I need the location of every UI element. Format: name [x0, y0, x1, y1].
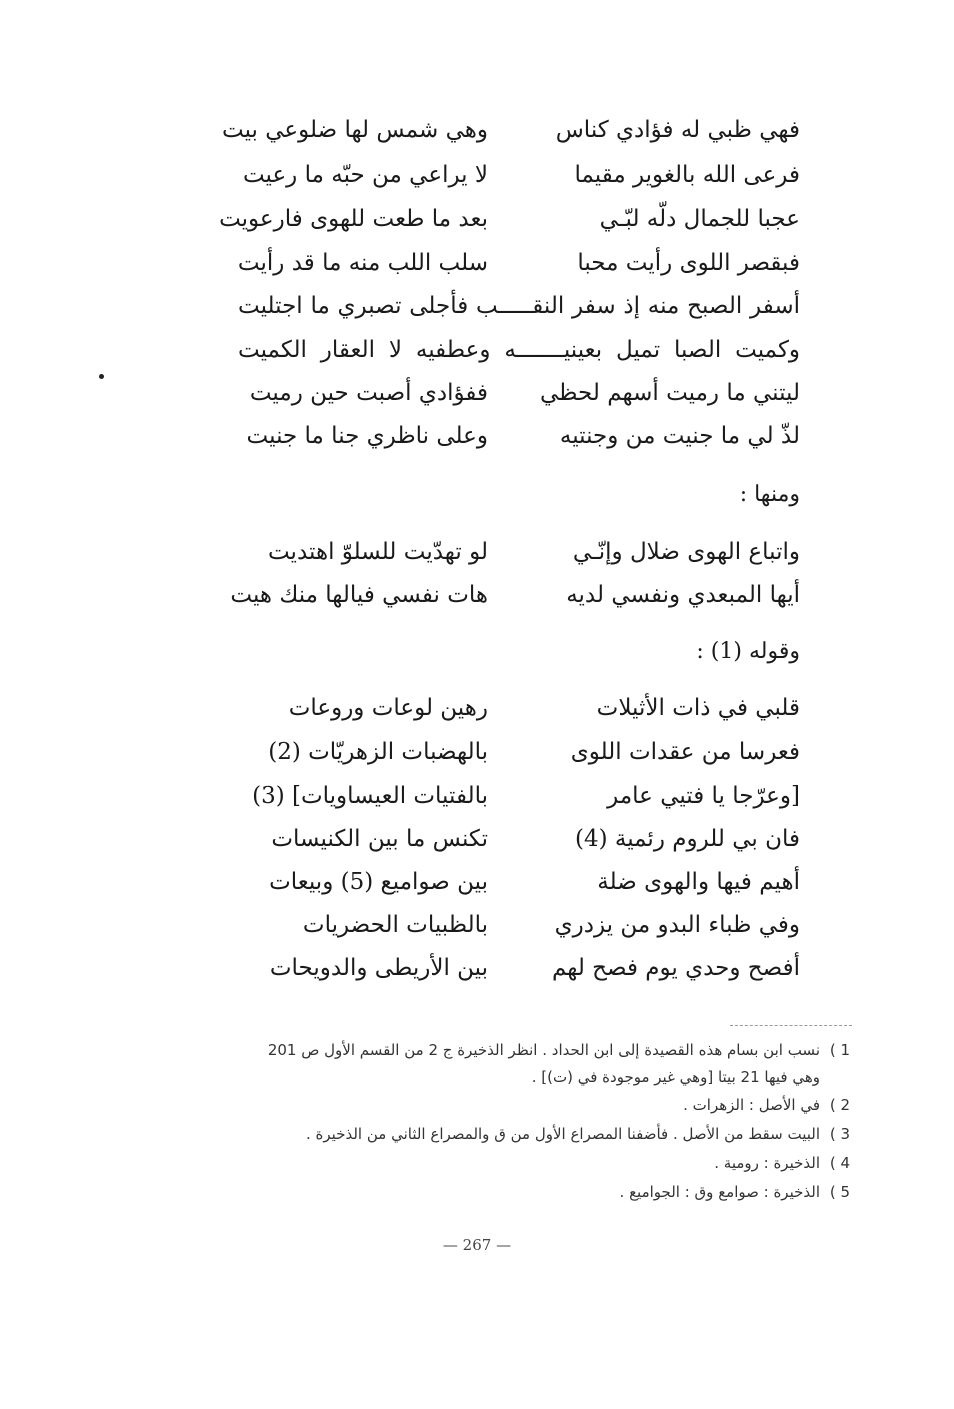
verse-17-first-hemistich: أفصح وحدي يوم فصح لهم: [551, 955, 800, 981]
verse-1-first-hemistich: فهي ظبي له فؤادي كناس: [555, 117, 800, 143]
verse-14-second-hemistich: تكنس ما بين الكنيسات: [271, 826, 488, 852]
footnote-3-text: البيت سقط من الأصل . فأضفنا المصراع الأول من ق والمصراع الثاني من الذخيرة .: [306, 1125, 820, 1143]
verse-8-first-hemistich: لذّ لي ما جنيت من وجنتيه: [559, 423, 800, 449]
footnote-5-text: الذخيرة : صوامع وق : الجواميع .: [619, 1183, 820, 1201]
verse-9-second-hemistich: لو تهدّيت للسلوّ اهتديت: [267, 539, 488, 565]
verse-5-full: أسفر الصبح منه إذ سفر النقـــــب فأجلى تصبري ما اجتليت: [238, 293, 800, 319]
section-header-qawluh: وقوله (1) :: [696, 639, 800, 664]
verse-12-first-hemistich: فعرسا من عقدات اللوى: [570, 739, 800, 765]
verse-10-first-hemistich: أيها المبعدي ونفسي لديه: [566, 582, 800, 608]
verse-3-first-hemistich: عجبا للجمال دلّه لبّـي: [599, 206, 800, 232]
page-number: — 267 —: [442, 1236, 512, 1254]
verse-7-first-hemistich: ليتني ما رميت أسهم لحظي: [540, 380, 800, 406]
verse-10-second-hemistich: هات نفسي فيالها منك هيت: [230, 582, 488, 608]
verse-3-second-hemistich: بعد ما طعت للهوى فارعويت: [219, 206, 488, 232]
section-header-minha: ومنها :: [739, 482, 800, 507]
verse-2-second-hemistich: لا يراعي من حبّه ما رعيت: [242, 162, 488, 188]
footnote-separator: [730, 1025, 852, 1026]
footnote-3-number: 3 ): [829, 1125, 850, 1143]
verse-15-second-hemistich: بين صواميع (5) وبيعات: [269, 869, 488, 895]
footnote-5-number: 5 ): [829, 1183, 850, 1201]
verse-4-first-hemistich: فبقصر اللوى رأيت محبا: [577, 250, 800, 276]
footnote-1-continuation: وهي فيها 21 بيتا [وهي غير موجودة في (ت)] .: [531, 1068, 820, 1086]
footnote-1-text: نسب ابن بسام هذه القصيدة إلى ابن الحداد . انظر الذخيرة ج 2 من القسم الأول ص 201: [267, 1041, 820, 1059]
verse-13-first-hemistich: [وعرّجا يا فتيي عامر: [607, 783, 800, 809]
footnote-4-text: الذخيرة : رومية .: [714, 1154, 820, 1172]
verse-12-second-hemistich: بالهضبات الزهريّات (2): [268, 739, 488, 765]
verse-9-first-hemistich: واتباع الهوى ضلال وإنّـي: [572, 539, 800, 565]
footnote-1-number: 1 ): [829, 1041, 850, 1059]
footnote-4-number: 4 ): [829, 1154, 850, 1172]
verse-8-second-hemistich: وعلى ناظري جنا ما جنيت: [246, 423, 488, 449]
verse-16-first-hemistich: وفي ظباء البدو من يزدري: [554, 912, 800, 938]
verse-13-second-hemistich: بالفتيات العيساويات] (3): [252, 783, 488, 809]
verse-15-first-hemistich: أهيم فيها والهوى ضلة: [597, 869, 800, 895]
stray-dot-mark: [99, 374, 104, 379]
verse-11-second-hemistich: رهين لوعات وروعات: [288, 695, 488, 721]
verse-4-second-hemistich: سلب اللب منه ما قد رأيت: [237, 250, 488, 276]
footnote-2-text: في الأصل : الزهرات .: [683, 1096, 820, 1114]
verse-7-second-hemistich: ففؤادي أصبت حين رميت: [249, 380, 488, 406]
verse-17-second-hemistich: بين الأريطى والدويحات: [269, 955, 488, 981]
verse-1-second-hemistich: وهي شمس لها ضلوعي بيت: [221, 117, 488, 143]
verse-16-second-hemistich: بالظبيات الحضريات: [302, 912, 488, 938]
verse-2-first-hemistich: فرعى الله بالغوير مقيما: [574, 162, 800, 188]
verse-6-full: وكميت الصبا تميل بعينيـــــــه وعطفيه لا العقار الكميت: [238, 337, 800, 363]
footnote-2-number: 2 ): [829, 1096, 850, 1114]
verse-14-first-hemistich: فان بي للروم رئمية (4): [574, 826, 800, 852]
verse-11-first-hemistich: قلبي في ذات الأثيلات: [596, 695, 800, 721]
